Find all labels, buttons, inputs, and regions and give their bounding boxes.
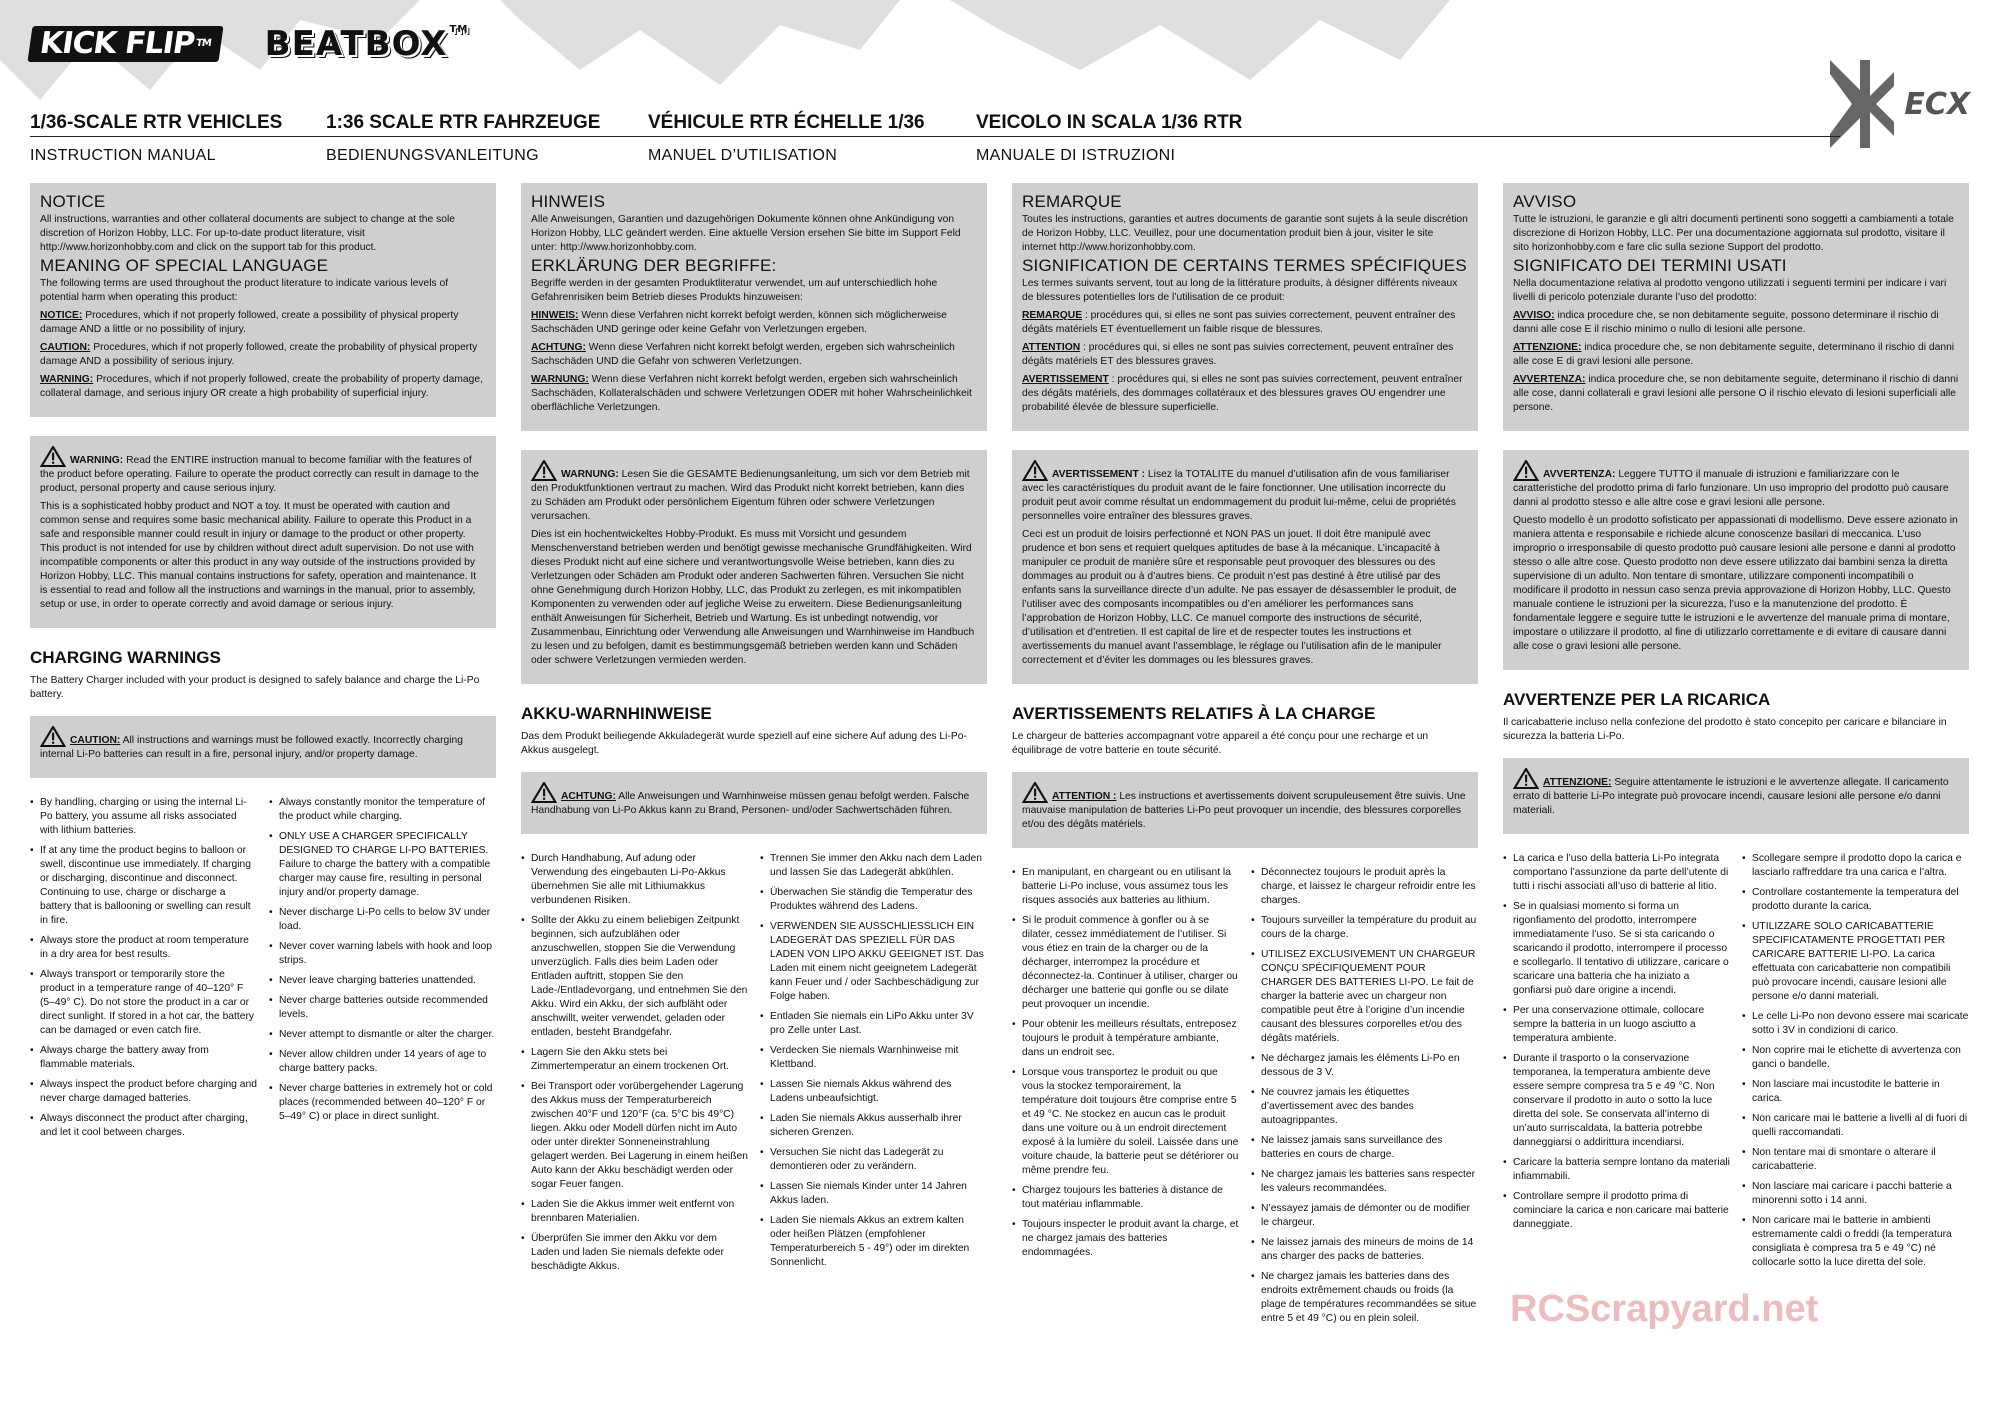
bullet-item: • Toujours surveiller la température du produit au cours de la charge. [1251,914,1478,942]
bullet-item: • Toujours inspecter le produit avant la charge, et ne chargez jamais des batteries endommagées. [1012,1218,1239,1260]
warning-label: WARNUNG: [561,469,619,480]
term-text: Wenn diese Verfahren nicht korrekt befolgt werden, ergeben sich wahrscheinlich Sachschäden, Kollateralschäden und schwere Verletzungen ODER mit hoher Wahrscheinlichkeit oberflächliche Verletzungen. [531,374,972,413]
notice-box [1012,183,1478,431]
term-item [1022,373,1468,415]
term-item [1513,341,1959,369]
term-text: : procédures qui, si elles ne sont pas suivies correctement, peuvent entraîner des dégâts matériels, des dommages collatéraux et des blessures graves OU engendrer une probabilité élevée de blessure superficielle. [1022,374,1463,413]
caution-label: CAUTION: [70,735,121,746]
bullet-item: • En manipulant, en chargeant ou en utilisant la batterie Li-Po incluse, vous assumez tous les risques associés aux batteries au lithium. [1012,866,1239,908]
warning-triangle-icon [1022,460,1048,481]
caution-text: All instructions and warnings must be followed exactly. Incorrectly charging internal Li-Po batteries can result in a fire, personal injury, and/or property damage. [40,735,463,760]
charging-title: CHARGING WARNINGS [30,648,221,667]
caution-label: ATTENTION : [1052,791,1117,802]
bullet-item: • Versuchen Sie nicht das Ladegerät zu demontieren oder zu verändern. [760,1146,987,1174]
notice-title: HINWEIS [531,192,606,211]
notice-title: NOTICE [40,192,106,211]
meaning-intro: The following terms are used throughout the product literature to indicate various levels of potential harm when operating this product: [40,278,449,303]
caution-triangle-icon [1022,782,1048,803]
meaning-title: SIGNIFICATO DEI TERMINI USATI [1513,256,1787,275]
bullet-item: • VERWENDEN SIE AUSSCHLIESSLICH EIN LADEGERÄT DAS SPEZIELL FÜR DAS LADEN VON LIPO AKKU GEEIGNET IST. Das Laden mit einem nicht geeignetem Ladegerät kann Feuer und / oder Sachbeschädigung zur Folge haben. [760,920,987,1004]
bullet-item: • Never charge batteries in extremely hot or cold places (recommended between 40–120° F or 5–49° C) or place in direct sunlight. [269,1082,496,1124]
term-item [1513,373,1959,415]
column-fr [1012,183,1478,1332]
charging-bullets [1012,866,1478,1332]
ecx-emblem-icon [1826,56,1898,152]
bullet-item: • La carica e l’uso della batteria Li-Po integrata comportano l’assunzione da parte dell’utente di tutti i rischi associati all’uso di batterie al litio. [1503,852,1730,894]
term-label: ACHTUNG: [531,342,586,353]
warning-box [1503,450,1969,670]
bullet-item: • Never charge batteries outside recommended levels. [269,994,496,1022]
caution-triangle-icon [1513,768,1539,789]
caution-box [1503,758,1969,834]
bullet-list-left [1503,852,1730,1276]
term-item [1022,309,1468,337]
bullet-item: • Durch Handhabung, Auf adung oder Verwendung des eingebauten Li-Po-Akkus übernehmen Sie alle mit Lithiumakkus verbundenen Risiken. [521,852,748,908]
term-text: Procedures, which if not properly followed, create the probability of physical property damage AND a possibility of serious injury. [40,342,478,367]
term-label: AVERTISSEMENT [1022,374,1109,385]
bullet-item: • Always transport or temporarily store the product in a temperature range of 40–120° F (5–49° C). Do not store the product in a car or direct sunlight. If stored in a hot car, the battery can be damaged or even catch fire. [30,968,257,1038]
bullet-item: • Trennen Sie immer den Akku nach dem Laden und lassen Sie das Ladegerät abkühlen. [760,852,987,880]
bullet-item: • Sollte der Akku zu einem beliebigen Zeitpunkt beginnen, sich aufzublähen oder anzuschwellen, stoppen Sie die Verwendung unverzüglich. Falls dies beim Laden oder Entladen auftritt, stoppen Sie den Lade-/Entladevorgang, und entnehmen Sie den Akku. Wird ein Akku, der sich aufbläht oder anschwillt, weiter verwendet, geladen oder entladen, besteht Brandgefahr. [521,914,748,1040]
header-divider [30,136,1840,137]
watermark: RCScrapyard.net [1510,1288,1819,1330]
term-text: Wenn diese Verfahren nicht korrekt befolgt werden, ergeben sich wahrscheinlich Sachschäden UND die Gefahr von schweren Verletzungen. [531,342,955,367]
bullet-item: • Always constantly monitor the temperature of the product while charging. [269,796,496,824]
bullet-item: • Déconnectez toujours le produit après la charge, et laissez le chargeur refroidir entre les charges. [1251,866,1478,908]
warning-text: Read the ENTIRE instruction manual to become familiar with the features of the product before operating. Failure to operate the product correctly can result in damage to the product, personal property and cause serious injury. [40,455,480,494]
warning-label: WARNING: [70,455,124,466]
bullet-item: • Always disconnect the product after charging, and let it cool between charges. [30,1112,257,1140]
subtitle-it: MANUALE DI ISTRUZIONI [976,147,1176,164]
term-item [1513,309,1959,337]
bullet-list-right [269,796,496,1146]
notice-text: All instructions, warranties and other collateral documents are subject to change at the sole discretion of Horizon Hobby, LLC. For up-to-date product literature, visit http://www.horizonhobby.com and click on the support tab for this product. [40,214,455,253]
charging-bullets [521,852,987,1280]
term-text: : procédures qui, si elles ne sont pas suivies correctement, peuvent entraîner des dégâts matériels ET des blessures graves. [1022,342,1454,367]
notice-text: Alle Anweisungen, Garantien und dazugehörigen Dokumente können ohne Ankündigung von Horizon Hobby, LLC geändert werden. Eine aktuelle Version ersehen Sie bitte im Support Feld unter: http://www.horizonhobby.com. [531,214,961,253]
bullet-item: • Always inspect the product before charging and never charge damaged batteries. [30,1078,257,1106]
bullet-item: • Laden Sie niemals Akkus an extrem kalten oder heißen Plätzen (empfohlener Temperaturbereich 5 - 49°) oder im direkten Sonnenlicht. [760,1214,987,1270]
subtitle-de: BEDIENUNGSVANLEITUNG [326,147,539,164]
bullet-item: • Controllare costantemente la temperatura del prodotto durante la carica. [1742,886,1969,914]
bullet-item: • Always charge the battery away from flammable materials. [30,1044,257,1072]
bullet-item: • Verdecken Sie niemals Warnhinweise mit Klettband. [760,1044,987,1072]
terms-list [40,309,486,401]
bullet-item: • Scollegare sempre il prodotto dopo la carica e lasciarlo raffreddare tra una carica e l’altra. [1742,852,1969,880]
caution-box [521,772,987,834]
bullet-item: • Ne chargez jamais les batteries sans respecter les valeurs recommandées. [1251,1168,1478,1196]
bullet-item: • Ne laissez jamais sans surveillance des batteries en cours de charge. [1251,1134,1478,1162]
charging-title: AVVERTENZE PER LA RICARICA [1503,690,1771,709]
term-text: indica procedure che, se non debitamente seguite, determinano il rischio di danni alle cose, danni collaterali e gravi lesioni alle persone O il rischio elevato di lesioni superficiali alle persone. [1513,374,1959,413]
bullet-item: • Controllare sempre il prodotto prima di cominciare la carica e non caricare mai batterie danneggiate. [1503,1190,1730,1232]
title-it: VEICOLO IN SCALA 1/36 RTR [976,112,1243,133]
bullet-item: • Never cover warning labels with hook and loop strips. [269,940,496,968]
term-item [40,309,486,337]
term-label: HINWEIS: [531,310,579,321]
caution-text: Alle Anweisungen und Warnhinweise müssen genau befolgt werden. Falsche Handhabung von Li-Po Akkus kann zu Brand, Personen- und/oder Sachwertschäden führen. [531,791,970,816]
caution-text: Les instructions et avertissements doivent scrupuleusement être suivis. Une mauvaise manipulation de batteries Li-Po peut provoquer un incendie, des blessures corporelles et/ou des dégâts matériels. [1022,791,1466,830]
kickflip-logo: KICK FLIP™ [27,26,223,62]
term-text: Procedures, which if not properly followed, create the probability of property damage, collateral damage, and serious injury OR create a high probability of superficial injury. [40,374,483,399]
charging-bullets [1503,852,1969,1276]
bullet-list-right [1251,866,1478,1332]
title-de: 1:36 SCALE RTR FAHRZEUGE [326,112,601,133]
bullet-item: • Lassen Sie niemals Kinder unter 14 Jahren Akkus laden. [760,1180,987,1208]
term-label: AVVERTENZA: [1513,374,1586,385]
bullet-item: • Ne déchargez jamais les éléments Li-Po en dessous de 3 V. [1251,1052,1478,1080]
warning-text: Leggere TUTTO il manuale di istruzioni e familiarizzare con le caratteristiche del prodotto prima di farlo funzionare. Un uso improprio del prodotto può causare danni al prodotto stesso e alle altre cose e gravi lesioni alle persone. [1513,469,1949,508]
term-label: NOTICE: [40,310,83,321]
bullet-item: • Si le produit commence à gonfler ou à se dilater, cessez immédiatement de l’utiliser. Si vous étiez en train de la charger ou de la décharger, interrompez la procédure et déconnectez-la. Continuer à utiliser, charger ou décharger une batterie qui gonfle ou se dilate peut provoquer un incendie. [1012,914,1239,1012]
term-text: Procedures, which if not properly followed, create a possibility of physical property damage AND a little or no possibility of injury. [40,310,459,335]
language-columns [30,183,1970,1332]
bullet-list-left [1012,866,1239,1332]
column-en [30,183,496,1332]
bullet-list-left [521,852,748,1280]
caution-box [1012,772,1478,848]
beatbox-logo: BEATBOX ™ [264,24,469,64]
charging-bullets [30,796,496,1146]
bullet-list-right [1742,852,1969,1276]
terms-list [531,309,977,415]
term-label: CAUTION: [40,342,91,353]
warning-triangle-icon [40,446,66,467]
bullet-item: • Non coprire mai le etichette di avvertenza con ganci o bandelle. [1742,1044,1969,1072]
bullet-item: • Laden Sie die Akkus immer weit entfernt von brennbaren Materialien. [521,1198,748,1226]
warning-triangle-icon [531,460,557,481]
notice-box [1503,183,1969,431]
title-fr: VÉHICULE RTR ÉCHELLE 1/36 [648,112,925,133]
bullet-item: • Ne laissez jamais des mineurs de moins de 14 ans charger des packs de batteries. [1251,1236,1478,1264]
term-text: : procédures qui, si elles ne sont pas suivies correctement, peuvent entraîner des dégâts matériels ET éventuellement un faible risque de blessures. [1022,310,1456,335]
warning-text-2: This is a sophisticated hobby product and NOT a toy. It must be operated with caution and common sense and requires some basic mechanical ability. Failure to operate this Product in a safe and responsible manner could result in injury or damage to the product or other property. This product is not intended for use by children without direct adult supervision. Do not use with incompatible components or alter this product in any way outside of the instructions provided by Horizon Hobby, LLC. This manual contains instructions for safety, operation and maintenance. It is essential to read and follow all the instructions and warnings in the manual, prior to assembly, setup or use, in order to operate correctly and avoid damage or serious injury. [40,501,477,610]
term-item [531,341,977,369]
notice-title: REMARQUE [1022,192,1122,211]
term-item [1022,341,1468,369]
bullet-item: • If at any time the product begins to balloon or swell, discontinue use immediately. If charging or discharging, discontinue and disconnect. Continuing to use, charge or discharge a battery that is ballooning or swelling can result in fire. [30,844,257,928]
bullet-item: • Caricare la batteria sempre lontano da materiali infiammabili. [1503,1156,1730,1184]
warning-triangle-icon [1513,460,1539,481]
notice-box [30,183,496,417]
bullet-item: • Ne chargez jamais les batteries dans des endroits extrêmement chauds ou froids (la plage de températures recommandées se situe entre 5 et 49 °C) ou en plein soleil. [1251,1270,1478,1326]
term-label: ATTENZIONE: [1513,342,1582,353]
term-item [531,309,977,337]
warning-box [1012,450,1478,684]
caution-label: ATTENZIONE: [1543,777,1612,788]
term-label: AVVISO: [1513,310,1555,321]
term-item [531,373,977,415]
charging-title: AVERTISSEMENTS RELATIFS À LA CHARGE [1012,704,1376,723]
warning-text: Lesen Sie die GESAMTE Bedienungsanleitung, um sich vor dem Betrieb mit den Produktfunktionen vertraut zu machen. Wird das Produkt nicht korrekt betrieben, kann dies zu Schäden am Produkt oder persönlichem Eigentum führen oder schwere Verletzungen verursachen. [531,469,970,522]
warning-label: AVERTISSEMENT : [1052,469,1146,480]
notice-title: AVVISO [1513,192,1577,211]
bullet-item: • Non lasciare mai incustodite le batterie in carica. [1742,1078,1969,1106]
warning-text-2: Questo modello è un prodotto sofisticato per appassionati di modellismo. Deve essere azionato in maniera attenta e responsabile e richiede alcune conoscenze basilari di meccanica. L’uso improprio o irresponsabile di questo prodotto può causare lesioni alle persone e danni al prodotto stesso o alle altre cose. Questo prodotto non deve essere utilizzato dai bambini senza la diretta supervisione di un adulto. Non tentare di smontare, utilizzare componenti incompatibili o modificare il prodotto in nessun caso senza previa approvazione di Horizon Hobby, LLC. Questo manuale contiene le istruzioni per la sicurezza, l’uso e la manutenzione del prodotto. È fondamentale leggere e seguire tutte le istruzioni e le avvertenze del manuale prima di montare, impostare o utilizzare il prodotto, al fine di utilizzarlo correttamente e di evitare di causare danni alle cose o gravi lesioni alle persone. [1513,515,1958,652]
bullet-item: • Pour obtenir les meilleurs résultats, entreposez toujours le produit à température ambiante, dans un endroit sec. [1012,1018,1239,1060]
notice-text: Tutte le istruzioni, le garanzie e gli altri documenti pertinenti sono soggetti a cambiamenti a totale discrezione di Horizon Hobby, LLC. Per una documentazione aggiornata sul prodotto, visitare il sito horizonhobby.com e fare clic sulla sezione Support del prodotto. [1513,214,1954,253]
notice-text: Toutes les instructions, garanties et autres documents de garantie sont sujets à la seule discrétion de Horizon Hobby, LLC. Veuillez, pour une documentation produit bien à jour, visiter le site internet http://www.horizonhobby.com. [1022,214,1468,253]
bullet-item: • Lagern Sie den Akku stets bei Zimmertemperatur an einem trockenen Ort. [521,1046,748,1074]
term-label: ATTENTION [1022,342,1081,353]
bullet-item: • Non caricare mai le batterie a livelli al di fuori di quelli raccomandati. [1742,1112,1969,1140]
bullet-item: • Lassen Sie niemals Akkus während des Ladens unbeaufsichtigt. [760,1078,987,1106]
charging-text: The Battery Charger included with your product is designed to safely balance and charge the Li-Po battery. [30,675,480,700]
term-text: Wenn diese Verfahren nicht korrekt befolgt werden, können sich möglicherweise Sachschäden UND geringe oder keine Gefahr von Verletzungen ergeben. [531,310,947,335]
meaning-intro: Les termes suivants servent, tout au long de la littérature produits, à désigner différents niveaux de blessures potentielles lors de l’utilisation de ce produit: [1022,278,1458,303]
warning-text-2: Ceci est un produit de loisirs perfectionné et NON PAS un jouet. Il doit être manipulé avec prudence et bon sens et requiert quelques aptitudes de base à la mécanique. L’incapacité à manipuler ce produit de manière sûre et responsable peut provoquer des blessures ou des dommages au produit ou à d’autres biens. Ce produit n’est pas destiné à être utilisé par des enfants sans la surveillance directe d’un adulte. Ne pas essayer de désassembler le produit, de l’utiliser avec des composants incompatibles ou d’en améliorer les performances sans l’approbation de Horizon Hobby, LLC. Ce manuel comporte des instructions de sécurité, d’utilisation et d’entretien. Il est capital de lire et de respecter toutes les instructions et avertissements du manuel avant l’assemblage, le réglage ou l’utilisation afin de le manipuler correctement et d’éviter les dommages ou les blessures graves. [1022,529,1457,666]
bullet-item: • UTILIZZARE SOLO CARICABATTERIE SPECIFICATAMENTE PROGETTATI PER CARICARE BATTERIE LI-PO. La carica effettuata con caricabatterie non compatibili può provocare incendi, causare lesioni alle persone e/o danni materiali. [1742,920,1969,1004]
bullet-item: • Always store the product at room temperature in a dry area for best results. [30,934,257,962]
meaning-title: MEANING OF SPECIAL LANGUAGE [40,256,329,275]
term-label: REMARQUE [1022,310,1083,321]
term-text: indica procedure che, se non debitamente seguite, possono determinare il rischio di danni alle cose E il rischio minimo o nullo di lesioni alle persone. [1513,310,1939,335]
terms-list [1513,309,1959,415]
bullet-item: • UTILISEZ EXCLUSIVEMENT UN CHARGEUR CONÇU SPÉCIFIQUEMENT POUR CHARGER DES BATTERIES LI-PO. Le fait de charger la batterie avec un chargeur non compatible peut être à l’origine d’un incendie causant des blessures corporelles et/ou des dégâts matériels. [1251,948,1478,1046]
bullet-item: • Non tentare mai di smontare o alterare il caricabatterie. [1742,1146,1969,1174]
ecx-logo: ECX [1826,56,1970,152]
bullet-item: • Non lasciare mai caricare i pacchi batterie a minorenni sotto i 14 anni. [1742,1180,1969,1208]
bullet-item: • Never discharge Li-Po cells to below 3V under load. [269,906,496,934]
term-item [40,373,486,401]
bullet-item: • N’essayez jamais de démonter ou de modifier le chargeur. [1251,1202,1478,1230]
charging-text: Il caricabatterie incluso nella confezione del prodotto è stato concepito per caricare e bilanciare in sicurezza la batteria Li-Po. [1503,717,1947,742]
bullet-item: • Ne couvrez jamais les étiquettes d’avertissement avec des bandes autoagrippantes. [1251,1086,1478,1128]
meaning-intro: Nella documentazione relativa al prodotto vengono utilizzati i seguenti termini per indicare i vari livelli di pericolo potenziale durante l’uso del prodotto: [1513,278,1947,303]
subtitle-fr: MANUEL D’UTILISATION [648,147,838,164]
bullet-item: • Never leave charging batteries unattended. [269,974,496,988]
meaning-title: ERKLÄRUNG DER BEGRIFFE: [531,256,777,275]
charging-text: Das dem Produkt beiliegende Akkuladegerät wurde speziell auf eine sichere Auf adung des Li-Po-Akkus ausgelegt. [521,731,967,756]
bullet-item: • Never allow children under 14 years of age to charge battery packs. [269,1048,496,1076]
bullet-item: • Non caricare mai le batterie in ambienti estremamente caldi o freddi (la temperatura consigliata è compresa tra 5 e 49 °C) né collocarle sotto la luce diretta del sole. [1742,1214,1969,1270]
meaning-title: SIGNIFICATION DE CERTAINS TERMES SPÉCIFIQUES [1022,256,1467,275]
caution-triangle-icon [40,726,66,747]
terms-list [1022,309,1468,415]
column-de [521,183,987,1332]
bullet-item: • Laden Sie niemals Akkus ausserhalb ihrer sicheren Grenzen. [760,1112,987,1140]
term-label: WARNUNG: [531,374,589,385]
meaning-intro: Begriffe werden in der gesamten Produktliteratur verwendet, um auf unterschiedlich hohe Gefahrenrisiken beim Betrieb dieses Produkts hinzuweisen: [531,278,938,303]
bullet-item: • Überprüfen Sie immer den Akku vor dem Laden und laden Sie niemals defekte oder beschädigte Akkus. [521,1232,748,1274]
bullet-list-left [30,796,257,1146]
bullet-item: • Lorsque vous transportez le produit ou que vous la stockez temporairement, la température doit toujours être comprise entre 5 et 49 °C. Ne stockez en aucun cas le produit dans une voiture ou à un endroit directement exposé à la lumière du soleil. Laissée dans une voiture chaude, la batterie peut se détériorer ou même prendre feu. [1012,1066,1239,1178]
notice-box [521,183,987,431]
caution-triangle-icon [531,782,557,803]
warning-text: Lisez la TOTALITE du manuel d’utilisation afin de vous familiariser avec les caractéristiques du produit avant de le faire fonctionner. Une utilisation incorrecte du produit peut avoir comme résultat un endommagement du produit lui-même, celui de propriétés personnelles voire entraîner des blessures graves. [1022,469,1456,522]
bullet-item: • Entladen Sie niemals ein LiPo Akku unter 3V pro Zelle unter Last. [760,1010,987,1038]
caution-label: ACHTUNG: [561,791,616,802]
bullet-item: • Chargez toujours les batteries à distance de tout matériau inflammable. [1012,1184,1239,1212]
bullet-list-right [760,852,987,1280]
bullet-item: • By handling, charging or using the internal Li-Po battery, you assume all risks associated with lithium batteries. [30,796,257,838]
bullet-item: • Durante il trasporto o la conservazione temporanea, la temperatura ambiente deve essere sempre compresa tra 5 e 49 °C. Non conservare il prodotto in auto o sotto la luce diretta del sole. Se conservata all’interno di un’auto surriscaldata, la batteria potrebbe danneggiarsi o addirittura incendiarsi. [1503,1052,1730,1150]
term-item [40,341,486,369]
warning-box [521,450,987,684]
caution-text: Seguire attentamente le istruzioni e le avvertenze allegate. Il caricamento errato di batterie Li-Po integrate può provocare incendi, causare lesioni alle persone e/o danni materiali. [1513,777,1949,816]
charging-title: AKKU-WARNHINWEISE [521,704,712,723]
caution-box [30,716,496,778]
bullet-item: • Bei Transport oder vorübergehender Lagerung des Akkus muss der Temperaturbereich zwischen 40°F und 120°F (ca. 5°C bis 49°C) liegen. Akku oder Modell dürfen nicht im Auto oder unter direkter Sonneneinstrahlung gelagert werden. Bei Lagerung in einem heißen Auto kann der Akku beschädigt werden oder sogar Feuer fangen. [521,1080,748,1192]
bullet-item: • Überwachen Sie ständig die Temperatur des Produktes während des Ladens. [760,886,987,914]
term-text: indica procedure che, se non debitamente seguite, determinano il rischio di danni alle cose E di gravi lesioni alle persone. [1513,342,1955,367]
bullet-item: • Le celle Li-Po non devono essere mai scaricate sotto i 3V in condizioni di carico. [1742,1010,1969,1038]
charging-text: Le chargeur de batteries accompagnant votre appareil a été conçu pour une recharge et un équilibrage de votre batterie en toute sécurité. [1012,731,1429,756]
bullet-item: • ONLY USE A CHARGER SPECIFICALLY DESIGNED TO CHARGE LI-PO BATTERIES. Failure to charge the battery with a compatible charger may cause fire, resulting in personal injury and/or property damage. [269,830,496,900]
bullet-item: • Per una conservazione ottimale, collocare sempre la batteria in un luogo asciutto a temperatura ambiente. [1503,1004,1730,1046]
subtitle-en: INSTRUCTION MANUAL [30,147,216,164]
warning-box [30,436,496,628]
title-en: 1/36-SCALE RTR VEHICLES [30,112,283,133]
term-label: WARNING: [40,374,94,385]
warning-label: AVVERTENZA: [1543,469,1616,480]
bullet-item: • Never attempt to dismantle or alter the charger. [269,1028,496,1042]
bullet-item: • Se in qualsiasi momento si forma un rigonfiamento del prodotto, interrompere immediatamente l’uso. Se si sta caricando o scaricando il prodotto, interrompere il processo e scollegarlo. Il tentativo di utilizzare, caricare o scaricare una batteria che ha iniziato a gonfiarsi può dare origine a incendi. [1503,900,1730,998]
warning-text-2: Dies ist ein hochentwickeltes Hobby-Produkt. Es muss mit Vorsicht und gesundem Menschenverstand betrieben werden und benötigt gewisse mechanische Grundfähigkeiten. Wird dieses Produkt nicht auf eine sichere und verantwortungsvolle Weise betrieben, kann dies zu Verletzungen oder Schäden am Produkt oder anderen Sachwerten führen. Versuchen Sie nicht ohne Genehmigung durch Horizon Hobby, LLC, das Produkt zu zerlegen, es mit inkompatiblen Komponenten zu verwenden oder auf jegliche Weise zu erweitern. Diese Bedienungsanleitung enthält Anweisungen für Sicherheit, Betrieb und Wartung. Es ist unbedingt notwendig, vor Zusammenbau, Einrichtung oder Verwendung alle Anweisungen und Warnhinweise im Handbuch zu lesen und zu befolgen, damit es bestimmungsgemäß betrieben werden kann und Schäden oder schwere Verletzungen vermieden werden. [531,529,975,666]
column-it [1503,183,1969,1332]
